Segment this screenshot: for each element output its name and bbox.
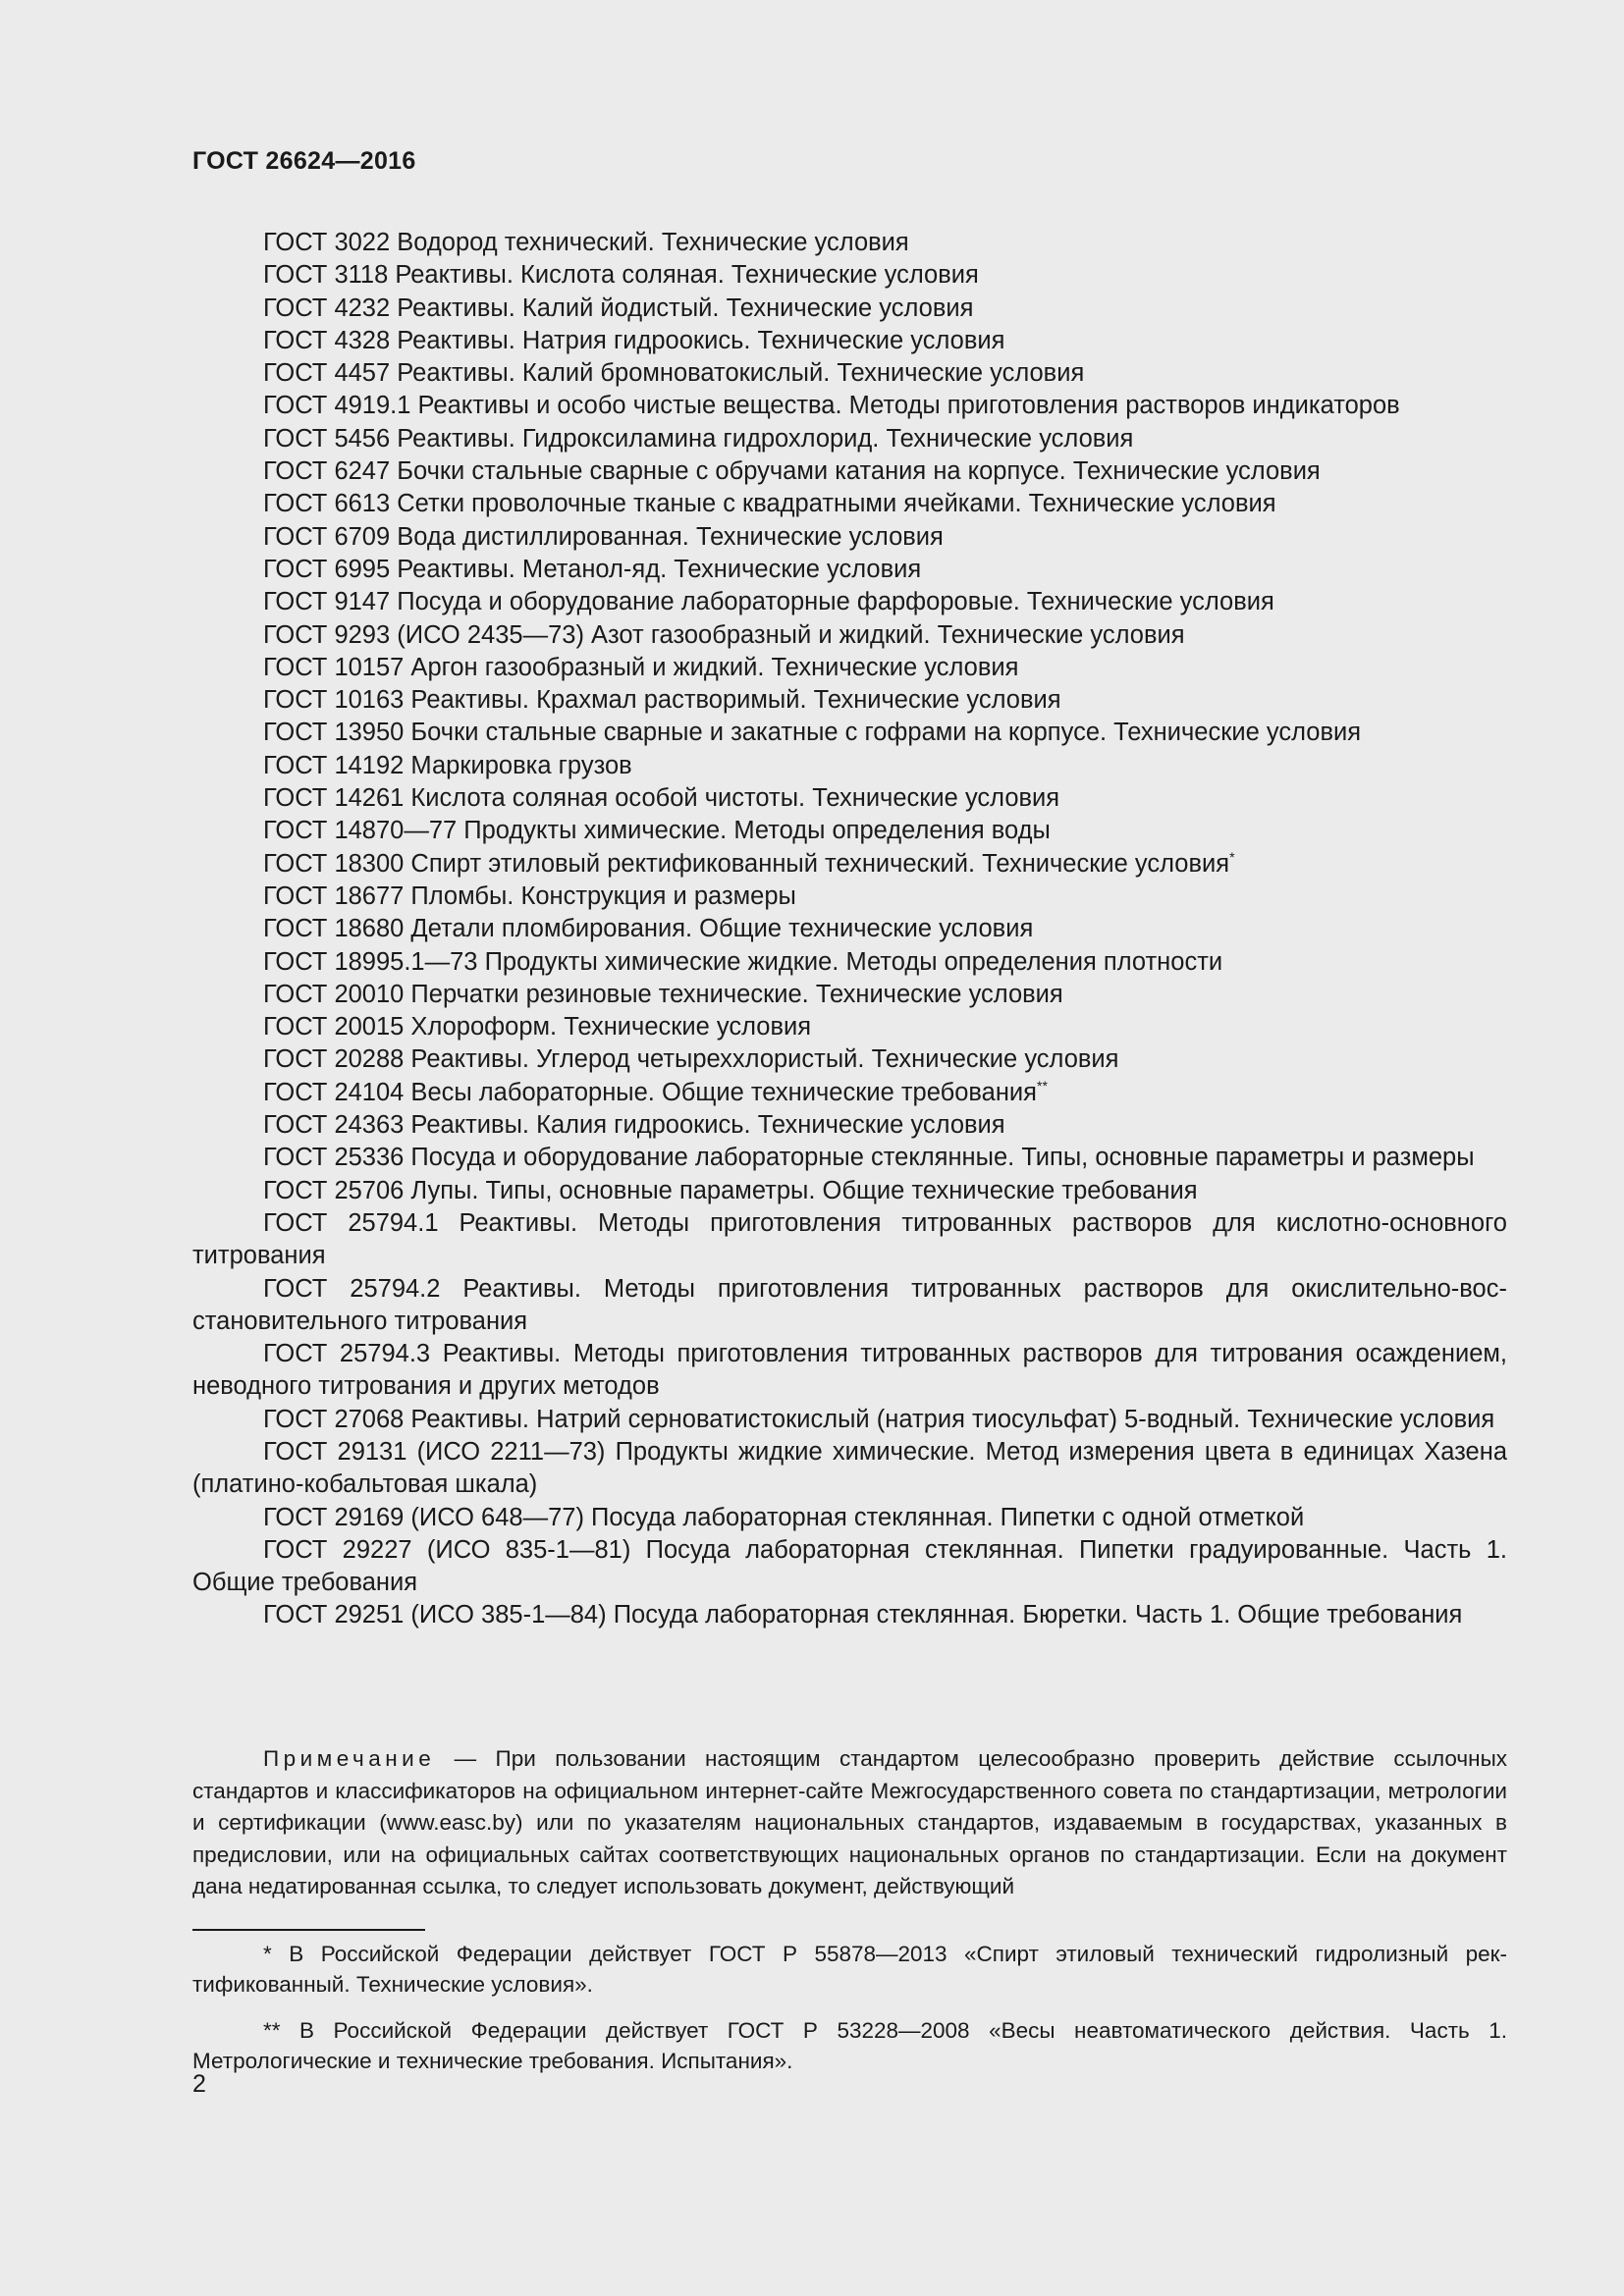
reference-item: [192, 357, 1507, 390]
reference-item: [192, 1011, 1507, 1043]
footnote: * В Российской Федерации действует ГОСТ Р 55878—2013 «Спирт этиловый технический гидролизный ректификованный. Технические условия».: [192, 1942, 1507, 1997]
reference-item: [192, 390, 1507, 422]
reference-item: [192, 750, 1507, 782]
reference-text: ГОСТ 4457 Реактивы. Калий бромноватокислый. Технические условия: [263, 359, 1085, 388]
reference-item: [192, 1109, 1507, 1142]
reference-text: ГОСТ 10163 Реактивы. Крахмал растворимый. Технические условия: [263, 686, 1061, 715]
reference-text: ГОСТ 4328 Реактивы. Натрия гидроокись. Технические условия: [263, 326, 1005, 354]
footnotes: [192, 1939, 1507, 2092]
reference-text: ГОСТ 25336 Посуда и оборудование лабораторные стеклянные. Типы, основные параметры и размеры: [263, 1144, 1475, 1172]
reference-text: ГОСТ 25794.3 Реактивы. Методы приготовления титрованных растворов для титрования осаждением, неводного титрования и других методов: [192, 1340, 1507, 1401]
footnote-marker: **: [1037, 1077, 1048, 1094]
document-header: ГОСТ 26624—2016: [192, 147, 416, 175]
reference-item: [192, 913, 1507, 945]
reference-item: [192, 1599, 1507, 1631]
note-paragraph: [192, 1743, 1507, 1903]
reference-text: ГОСТ 25794.1 Реактивы. Методы приготовления титрованных растворов для кислотно-основного титрования: [192, 1208, 1507, 1270]
reference-item: [192, 815, 1507, 847]
reference-item: [192, 423, 1507, 455]
reference-item: [192, 717, 1507, 749]
reference-item: [192, 1502, 1507, 1534]
reference-item: [192, 652, 1507, 684]
reference-text: ГОСТ 9147 Посуда и оборудование лабораторные фарфоровые. Технические условия: [263, 588, 1274, 616]
reference-item: [192, 521, 1507, 554]
reference-text: ГОСТ 3022 Водород технический. Технические условия: [263, 229, 909, 256]
reference-text: ГОСТ 20288 Реактивы. Углерод четыреххлористый. Технические условия: [263, 1045, 1119, 1074]
reference-item: [192, 684, 1507, 717]
reference-item: [192, 1338, 1507, 1404]
reference-text: ГОСТ 20010 Перчатки резиновые технические. Технические условия: [263, 980, 1063, 1008]
note-text: — При пользовании настоящим стандартом целесообразно проверить действие ссылочных стандартов и классификаторов на официальном интернет-сайте Межгосударственного совета по стандартизации, метрологии и сертификации (www.easc.by) или по указателям национальных стандартов, издаваемым в государствах, указанных в предисловии, или на официальных сайтах соответствующих национальных органов по стандартизации. Если на документ дана недатированная ссылка, то следует использовать документ, действующий: [192, 1746, 1507, 1899]
note-label: Примечание: [263, 1746, 436, 1771]
reference-item: [192, 488, 1507, 520]
reference-text: ГОСТ 3118 Реактивы. Кислота соляная. Технические условия: [263, 261, 979, 290]
reference-item: [192, 1043, 1507, 1076]
normative-references-list: [192, 227, 1507, 1632]
reference-item: [192, 455, 1507, 488]
reference-text: ГОСТ 4919.1 Реактивы и особо чистые вещества. Методы приготовления растворов индикаторов: [263, 392, 1400, 420]
reference-text: ГОСТ 29227 (ИСО 835-1—81) Посуда лабораторная стеклянная. Пипетки градуированные. Часть 1. Общие требования: [192, 1535, 1507, 1597]
reference-text: ГОСТ 25706 Лупы. Типы, основные параметры. Общие технические требования: [263, 1176, 1198, 1204]
reference-text: ГОСТ 6613 Сетки проволочные тканые с квадратными ячейками. Технические условия: [263, 490, 1276, 518]
reference-text: ГОСТ 14870—77 Продукты химические. Методы определения воды: [263, 817, 1051, 845]
reference-text: ГОСТ 29251 (ИСО 385-1—84) Посуда лабораторная стеклянная. Бюретки. Часть 1. Общие требования: [263, 1601, 1463, 1629]
reference-text: ГОСТ 29169 (ИСО 648—77) Посуда лабораторная стеклянная. Пипетки с одной отметкой: [263, 1503, 1305, 1531]
reference-item: [192, 325, 1507, 357]
reference-item: [192, 619, 1507, 652]
reference-text: ГОСТ 27068 Реактивы. Натрий серноватистокислый (натрия тиосульфат) 5-водный. Технические условия: [263, 1405, 1495, 1433]
reference-item: [192, 293, 1507, 325]
reference-item: [192, 554, 1507, 586]
reference-item: [192, 1436, 1507, 1502]
reference-text: ГОСТ 5456 Реактивы. Гидроксиламина гидрохлорид. Технические условия: [263, 424, 1134, 453]
reference-item: [192, 1175, 1507, 1207]
reference-text: ГОСТ 14192 Маркировка грузов: [263, 751, 632, 779]
reference-text: ГОСТ 6995 Реактивы. Метанол-яд. Технические условия: [263, 555, 922, 583]
reference-text: ГОСТ 13950 Бочки стальные сварные и закатные с гофрами на корпусе. Технические условия: [263, 719, 1362, 747]
reference-item: [192, 259, 1507, 292]
reference-text: ГОСТ 4232 Реактивы. Калий йодистый. Технические условия: [263, 294, 974, 322]
reference-text: ГОСТ 24363 Реактивы. Калия гидроокись. Технические условия: [263, 1111, 1005, 1140]
reference-text: ГОСТ 18680 Детали пломбирования. Общие технические условия: [263, 915, 1034, 943]
reference-item: [192, 848, 1507, 881]
reference-item: [192, 1207, 1507, 1273]
reference-text: ГОСТ 20015 Хлороформ. Технические условия: [263, 1013, 812, 1041]
reference-text: ГОСТ 25794.2 Реактивы. Методы приготовления титрованных растворов для окислительно-восстановительного титрования: [192, 1274, 1507, 1335]
reference-text: ГОСТ 6709 Вода дистиллированная. Технические условия: [263, 522, 944, 551]
reference-item: [192, 1273, 1507, 1339]
reference-text: ГОСТ 29131 (ИСО 2211—73) Продукты жидкие химические. Метод измерения цвета в единицах Хазена (платино-кобальтовая шкала): [192, 1437, 1507, 1499]
page-number: 2: [192, 2070, 206, 2098]
reference-item: [192, 1534, 1507, 1600]
reference-text: ГОСТ 24104 Весы лабораторные. Общие технические требования: [263, 1078, 1037, 1106]
reference-text: ГОСТ 18995.1—73 Продукты химические жидкие. Методы определения плотности: [263, 947, 1223, 976]
reference-item: [192, 946, 1507, 979]
footnote: ** В Российской Федерации действует ГОСТ Р 53228—2008 «Весы неавтоматического действия. Часть 1. Метрологические и технические требования. Испытания».: [192, 2018, 1507, 2073]
reference-item: [192, 782, 1507, 815]
reference-text: ГОСТ 6247 Бочки стальные сварные с обручами катания на корпусе. Технические условия: [263, 457, 1321, 486]
reference-text: ГОСТ 18677 Пломбы. Конструкция и размеры: [263, 881, 796, 910]
footnote-separator: [192, 1929, 425, 1931]
reference-item: [192, 1142, 1507, 1174]
reference-item: [192, 881, 1507, 913]
reference-item: [192, 586, 1507, 618]
reference-item: [192, 227, 1507, 259]
reference-item: [192, 1404, 1507, 1436]
footnote-marker: *: [1229, 848, 1235, 865]
reference-text: ГОСТ 14261 Кислота соляная особой чистоты. Технические условия: [263, 784, 1060, 813]
reference-item: [192, 979, 1507, 1011]
reference-text: ГОСТ 9293 (ИСО 2435—73) Азот газообразный и жидкий. Технические условия: [263, 620, 1185, 649]
reference-item: [192, 1077, 1507, 1109]
reference-text: ГОСТ 18300 Спирт этиловый ректификованный технический. Технические условия: [263, 849, 1230, 878]
reference-text: ГОСТ 10157 Аргон газообразный и жидкий. Технические условия: [263, 653, 1019, 681]
